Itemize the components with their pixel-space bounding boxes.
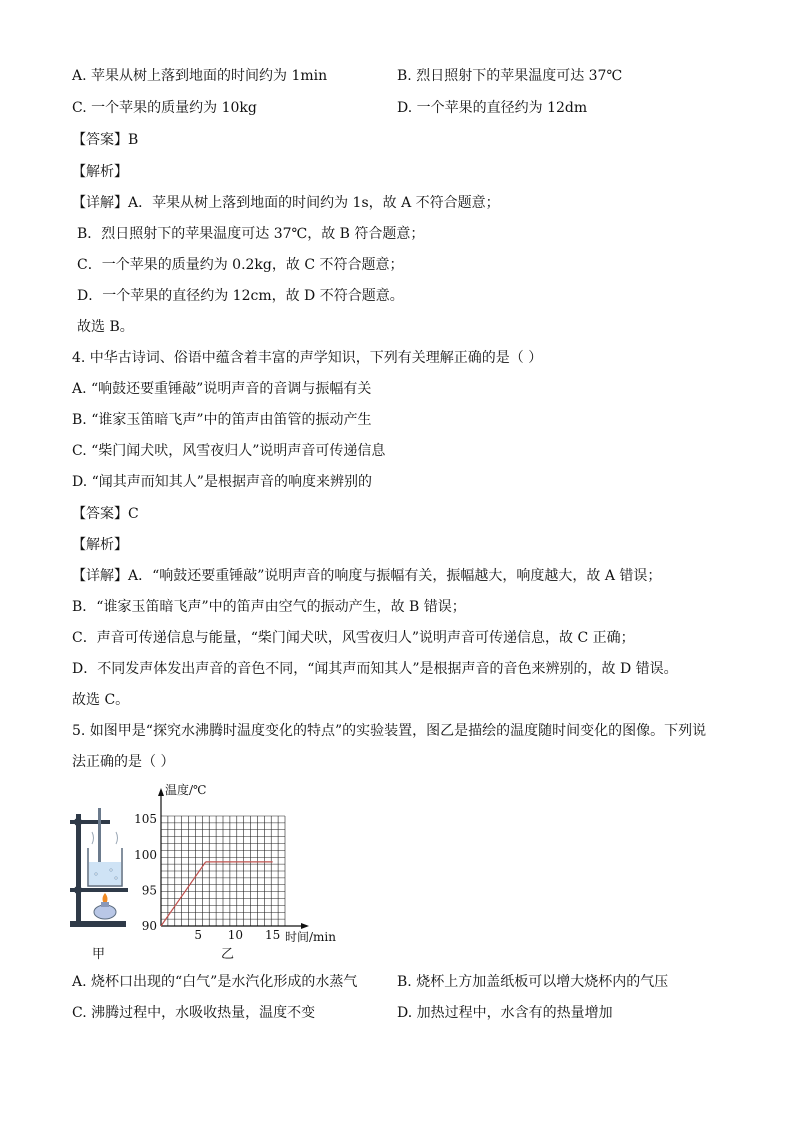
q4-stem: 4. 中华古诗词、俗语中蕴含着丰富的声学知识，下列有关理解正确的是（ ） <box>72 350 543 366</box>
boiling-apparatus-figure <box>66 800 134 930</box>
y-axis-arrow <box>158 788 164 796</box>
q5-option-c: C. 沸腾过程中，水吸收热量，温度不变 <box>72 1005 316 1021</box>
q4-detail-line: 故选 C。 <box>72 692 130 708</box>
y-tick-label: 90 <box>141 919 157 933</box>
figure-left-caption: 甲 <box>92 947 106 962</box>
q4-option: C. “柴门闻犬吠，风雪夜归人”说明声音可传递信息 <box>72 443 386 459</box>
y-tick-label: 95 <box>141 883 157 898</box>
q3-option-b: B. 烈日照射下的苹果温度可达 37℃ <box>397 68 623 84</box>
q3-option-d: D. 一个苹果的直径约为 12dm <box>397 100 588 116</box>
figure-right-caption: 乙 <box>221 947 235 962</box>
y-axis-label: 温度/℃ <box>165 783 207 797</box>
x-tick-label: 5 <box>194 928 203 942</box>
y-tick-label: 105 <box>134 812 157 827</box>
q3-detail-line: 【详解】A．苹果从树上落到地面的时间约为 1s，故 A 不符合题意； <box>72 195 500 211</box>
temperature-time-chart <box>125 780 350 955</box>
x-tick-label: 10 <box>227 928 244 942</box>
q3-option-c: C. 一个苹果的质量约为 10kg <box>72 100 257 116</box>
q3-option-a: A. 苹果从树上落到地面的时间约为 1min <box>72 68 328 84</box>
q3-detail-line: 故选 B。 <box>77 319 134 335</box>
q4-analysis-label: 【解析】 <box>72 537 128 553</box>
q4-option: D. “闻其声而知其人”是根据声音的响度来辨别的 <box>72 474 372 490</box>
q4-answer: 【答案】C <box>72 506 139 522</box>
q5-option-d: D. 加热过程中，水含有的热量增加 <box>397 1005 613 1021</box>
x-axis-label: 时间/min <box>285 930 336 944</box>
q4-detail-line: D．不同发声体发出声音的音色不同，“闻其声而知其人”是根据声音的音色来辨别的，故 D 错误。 <box>72 661 678 677</box>
q3-answer: 【答案】B <box>72 132 139 148</box>
x-axis-arrow <box>301 923 309 929</box>
q4-detail-line: B．“谁家玉笛暗飞声”中的笛声由空气的振动产生，故 B 错误； <box>72 599 466 615</box>
q4-detail-line: C．声音可传递信息与能量，“柴门闻犬吠，风雪夜归人”说明声音可传递信息，故 C 正确； <box>72 630 635 646</box>
q5-stem-line2: 法正确的是（ ） <box>72 754 175 770</box>
q4-detail-line: 【详解】A．“响鼓还要重锤敲”说明声音的响度与振幅有关，振幅越大，响度越大，故 A 错误； <box>72 568 662 584</box>
x-tick-label: 15 <box>265 928 281 942</box>
q3-detail-line: B．烈日照射下的苹果温度可达 37℃，故 B 符合题意； <box>77 226 425 242</box>
q4-option: A. “响鼓还要重锤敲”说明声音的音调与振幅有关 <box>72 381 372 397</box>
q5-stem-line1: 5. 如图甲是“探究水沸腾时温度变化的特点”的实验装置，图乙是描绘的温度随时间变化的图像。下列说 <box>72 723 707 739</box>
q4-option: B. “谁家玉笛暗飞声”中的笛声由笛管的振动产生 <box>72 412 372 428</box>
q3-detail-line: D．一个苹果的直径约为 12cm，故 D 不符合题意。 <box>77 288 404 304</box>
q5-option-b: B. 烧杯上方加盖纸板可以增大烧杯内的气压 <box>397 974 669 990</box>
q3-detail-line: C．一个苹果的质量约为 0.2kg，故 C 不符合题意； <box>77 257 404 273</box>
q3-analysis-label: 【解析】 <box>72 164 128 180</box>
q5-option-a: A. 烧杯口出现的“白气”是水汽化形成的水蒸气 <box>72 974 358 990</box>
y-tick-label: 100 <box>134 847 157 862</box>
